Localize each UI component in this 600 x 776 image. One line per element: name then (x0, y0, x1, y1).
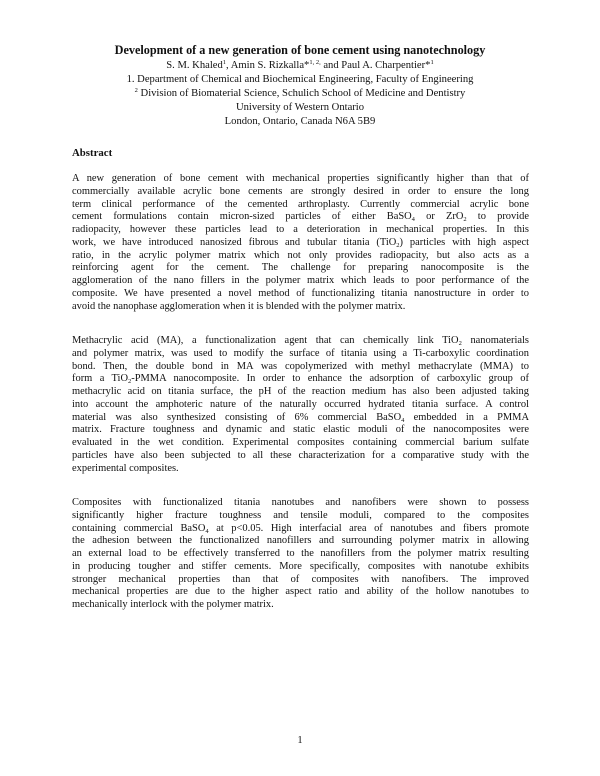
text-line: bond. Then, the double bond in MA was copolymerized with methyl methacrylate (MMA) to (72, 360, 529, 372)
subscript: 2 (396, 241, 400, 249)
affiliation-text: Department of Chemical and Biochemical Engineering, Faculty of Engineering (134, 74, 474, 86)
subscript: 2 (128, 378, 132, 386)
text-line: ratio, in the acrylic polymer matrix which not only provides radiopacity, but also acts as a (72, 249, 529, 261)
text-line (72, 211, 529, 224)
university-line: University of Western Ontario (235, 102, 365, 114)
text-line: reinforcing agent for the cement. The challenge for preparing nanocomposite is the (72, 262, 529, 274)
text-segment: embedded in a PMMA (404, 411, 529, 423)
author-line (70, 59, 530, 73)
text-segment: ) particles with high aspect (399, 236, 529, 248)
text-segment: at p<0.05. High interfacial area of nanotubes and fibers promote (208, 522, 529, 534)
author-affiliation-mark: 1 (430, 59, 434, 66)
text-line: radiopacity, however these particles lead to a deterioration in mechanical properties. In this (72, 224, 529, 235)
text-segment: material was also synthesized consisting of 6% commercial BaSO (72, 411, 402, 423)
text-line: mechanically interlock with the polymer matrix. (72, 599, 274, 610)
subscript: 4 (401, 416, 405, 424)
author-affiliation-mark: 1, 2, (309, 59, 321, 66)
text-segment: nanomaterials (461, 335, 529, 346)
text-line: composite. We have presented a novel method of functionalizing titania nanostructure in order to (72, 287, 529, 299)
text-line (72, 523, 529, 536)
abstract-paragraph-1 (72, 173, 529, 313)
text-line: and polymer matrix, was used to modify the surface of titania using a Ti-carboxylic coordination (72, 347, 529, 359)
page-number: 1 (297, 735, 303, 746)
text-line: in producing tougher and stiffer cements. More specifically, composites with nanotube exhibits (72, 560, 529, 572)
text-line: into account the amphoteric nature of the naturally occurred hydrated titania surface. A control (72, 398, 529, 410)
text-segment: to provide (466, 211, 529, 223)
author-name: Amin S. Rizkalla* (230, 60, 310, 71)
text-line: mechanical properties are due to the higher aspect ratio and ability of the hollow nanotubes to (72, 586, 529, 598)
text-line: matrix. Fracture toughness and dynamic and static elastic moduli of the nanocomposites were (72, 424, 529, 436)
subscript: 2 (463, 216, 467, 224)
abstract-paragraph-3 (72, 497, 529, 612)
author-name: S. M. Khaled (166, 60, 223, 71)
affiliation-marker: 1. (126, 74, 135, 86)
text-line: particles have also been subjected to all these characterization for a comparative study with the (72, 449, 529, 461)
affiliation-line-1 (70, 73, 530, 87)
text-line: significantly higher fracture toughness and tensile moduli, compared to the composites (72, 509, 529, 521)
text-line (72, 335, 529, 348)
text-line: A new generation of bone cement with mechanical properties significantly higher than that of (72, 173, 529, 184)
text-line: commercially available acrylic bone cements are strongly desired in order to ensure the long (72, 185, 529, 197)
text-line: methacrylic acid on titania surface, the pH of the reaction medium has also been adjusted taking (72, 386, 529, 397)
affiliation-text: Division of Biomaterial Science, Schulich School of Medicine and Dentistry (137, 88, 466, 100)
paper-header (70, 43, 530, 129)
location-line: London, Ontario, Canada N6A 5B9 (224, 116, 376, 128)
subscript: 4 (411, 216, 415, 224)
author-affiliation-mark: 1 (222, 59, 227, 66)
text-line: agglomeration of the nano fillers in the polymer matrix which leads to poor performance of the (72, 275, 529, 286)
author-separator: and (320, 60, 342, 71)
text-segment: work, we have introduced nanosized fibrous and tubular titania (TiO (72, 236, 397, 248)
text-line (72, 373, 529, 386)
text-line: evaluated in the wet condition. Experimental composites containing commercial barium sulfate (72, 437, 529, 448)
text-segment: or ZrO (414, 211, 464, 223)
author-name: Paul A. Charpentier* (341, 60, 431, 71)
text-line: term clinical performance of the cemented arthroplasty. Currently commercial acrylic bone (72, 198, 529, 210)
affiliation-marker: 2 (134, 87, 138, 95)
text-line (72, 237, 529, 250)
abstract-paragraph-2 (72, 335, 529, 475)
text-segment: cement formulations contain micron-sized particles of either BaSO (72, 211, 412, 223)
text-segment: form a TiO (72, 373, 128, 385)
text-line (72, 412, 529, 425)
text-segment: containing commercial BaSO (72, 522, 206, 534)
text-line: the adhesion between the functionalized nanofillers and surrounding polymer matrix in allowing (72, 535, 529, 547)
abstract-heading: Abstract (72, 147, 113, 159)
text-line: avoid the nanophase agglomeration when it is blended with the polymer matrix. (72, 300, 406, 312)
text-segment: Methacrylic acid (MA), a functionalization agent that can chemically link TiO (72, 335, 459, 346)
text-line: an external load to be effectively transferred to the nanofillers from the polymer matrix resulting (72, 548, 529, 559)
subscript: 4 (205, 527, 209, 535)
text-line: stronger mechanical properties than that of composites with nanofibers. The improved (72, 573, 529, 585)
paper-title: Development of a new generation of bone cement using nanotechnology (114, 43, 486, 57)
subscript: 2 (458, 340, 462, 347)
text-line: experimental composites. (72, 462, 179, 474)
author-separator: , (226, 60, 231, 71)
text-segment: -PMMA nanocomposite. In order to enhance the adsorption of carboxylic group of (131, 373, 529, 385)
affiliation-line-2 (70, 87, 530, 101)
text-line: Composites with functionalized titania nanotubes and nanofibers were shown to possess (72, 497, 529, 508)
